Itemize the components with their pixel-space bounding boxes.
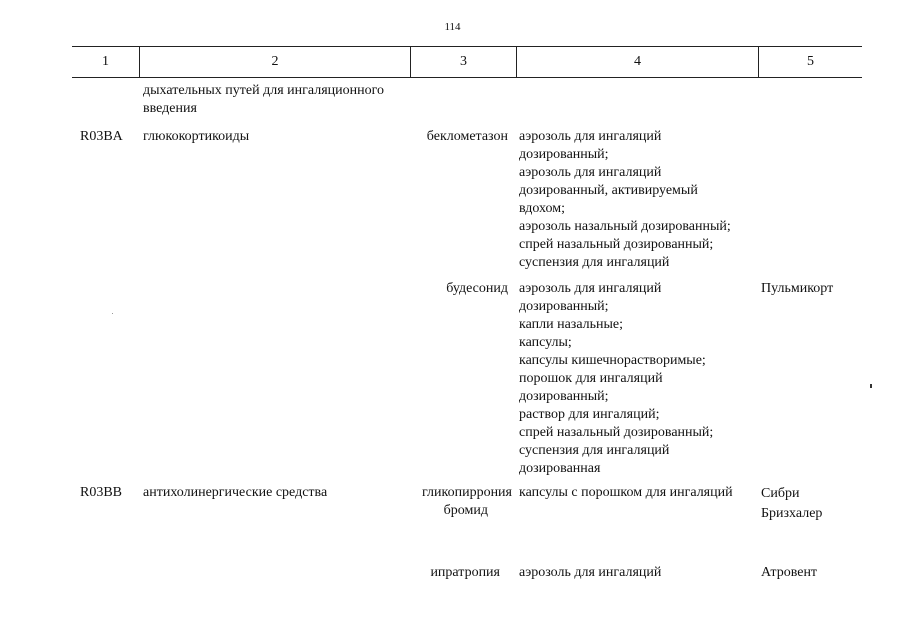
trade-name: Атровент (761, 565, 818, 580)
group-name: антихолинергические средства (143, 485, 328, 500)
table-header (72, 46, 862, 78)
page-number: 114 (444, 21, 461, 33)
dosage-forms: аэрозоль для ингаляций дозированный; капли назальные; капсулы; капсулы кишечнорастворимые; порошок для ингаляций дозированный; раствор для ингаляций; спрей назальный дозированный; суспензия для ингаляций дозированная (519, 281, 714, 476)
scan-mark (112, 313, 113, 314)
column-header-3: 3 (460, 54, 467, 69)
substance-name: будесонид (446, 281, 508, 296)
continuation-text: дыхательных путей для ингаляционного введения (143, 83, 385, 116)
dosage-forms: аэрозоль для ингаляций дозированный; аэрозоль для ингаляций дозированный, активируемый вдохом; аэрозоль назальный дозированный; спрей назальный дозированный; суспензия для ингаляций (519, 129, 731, 270)
dosage-forms: капсулы с порошком для ингаляций (519, 485, 733, 500)
group-name: глюкокортикоиды (143, 129, 250, 144)
trade-name: Сибри Бризхалер (761, 486, 823, 521)
dosage-forms: аэрозоль для ингаляций (519, 565, 662, 580)
column-header-1: 1 (102, 54, 109, 69)
substance-name: ипратропия (430, 565, 500, 580)
substance-name: гликопиррония бромид (421, 485, 512, 518)
column-header-4: 4 (634, 54, 641, 69)
substance-name: беклометазон (426, 129, 508, 144)
column-header-5: 5 (807, 54, 814, 69)
scan-mark (870, 384, 872, 388)
column-header-2: 2 (271, 54, 279, 69)
atc-code: R03BA (80, 129, 123, 144)
trade-name: Пульмикорт (761, 281, 834, 296)
atc-code: R03BB (80, 485, 123, 500)
